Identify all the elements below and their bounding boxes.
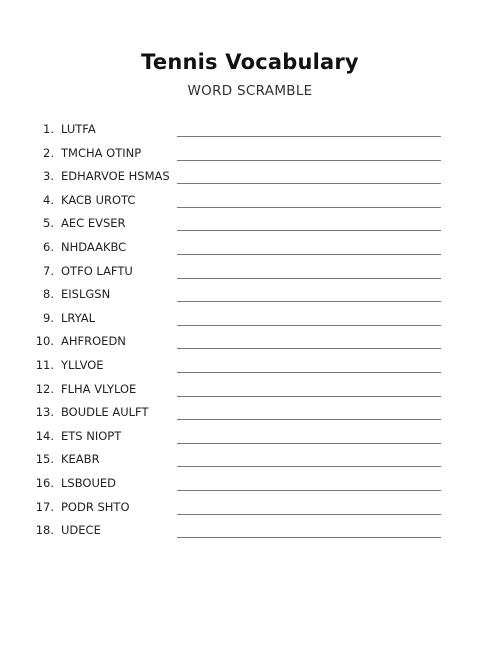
answer-line [177, 301, 441, 302]
answer-line [177, 372, 441, 373]
list-item [0, 259, 500, 283]
list-item [0, 117, 500, 141]
scrambled-word: YLLVOE [61, 357, 104, 372]
scrambled-word: ETS NIOPT [61, 428, 122, 443]
answer-line [177, 136, 441, 137]
item-number: 12. [35, 381, 54, 396]
item-number: 6. [43, 239, 54, 254]
scrambled-word: AEC EVSER [61, 216, 126, 231]
list-item [0, 353, 500, 377]
answer-line [177, 514, 441, 515]
scrambled-word: KACB UROTC [61, 192, 136, 207]
item-number: 8. [43, 287, 54, 302]
item-number: 17. [35, 499, 54, 514]
list-item [0, 518, 500, 542]
scrambled-word: LUTFA [61, 122, 96, 136]
item-number: 2. [43, 145, 54, 160]
list-item [0, 377, 500, 401]
answer-line [177, 254, 441, 255]
item-number: 18. [35, 523, 54, 538]
list-item [0, 211, 500, 235]
list-item [0, 306, 500, 330]
scrambled-word: AHFROEDN [61, 334, 126, 349]
scrambled-word: PODR SHTO [61, 499, 130, 514]
item-number: 7. [43, 263, 54, 278]
answer-line [177, 183, 441, 184]
answer-line [177, 325, 441, 326]
item-number: 13. [35, 405, 54, 420]
scramble-list [0, 117, 500, 542]
answer-line [177, 466, 441, 467]
item-number: 5. [43, 216, 54, 231]
answer-line [177, 396, 441, 397]
item-number: 3. [43, 169, 54, 184]
scrambled-word: TMCHA OTINP [61, 145, 142, 160]
list-item [0, 424, 500, 448]
answer-line [177, 160, 441, 161]
scrambled-word: KEABR [61, 452, 100, 467]
scrambled-word: FLHA VLYLOE [61, 381, 137, 396]
answer-line [177, 419, 441, 420]
answer-line [177, 278, 441, 279]
scrambled-word: BOUDLE AULFT [61, 405, 149, 420]
list-item [0, 188, 500, 212]
item-number: 4. [43, 192, 54, 207]
list-item [0, 282, 500, 306]
list-item [0, 329, 500, 353]
answer-line [177, 537, 441, 538]
list-item [0, 471, 500, 495]
answer-line [177, 230, 441, 231]
scrambled-word: LRYAL [61, 310, 96, 325]
item-number: 16. [35, 475, 54, 490]
item-number: 9. [43, 310, 54, 325]
scrambled-word: UDECE [61, 523, 101, 538]
item-number: 11. [35, 357, 54, 372]
list-item [0, 400, 500, 424]
answer-line [177, 490, 441, 491]
scrambled-word: NHDAAKBC [61, 239, 127, 254]
list-item [0, 447, 500, 471]
item-number: 1. [43, 122, 54, 136]
page-subtitle: WORD SCRAMBLE [187, 83, 313, 99]
scrambled-word: EISLGSN [61, 287, 111, 302]
list-item [0, 164, 500, 188]
list-item [0, 235, 500, 259]
answer-line [177, 348, 441, 349]
item-number: 14. [35, 428, 54, 443]
scrambled-word: EDHARVOE HSMAS [61, 169, 170, 184]
list-item [0, 141, 500, 165]
item-number: 15. [35, 452, 54, 467]
list-item [0, 495, 500, 519]
scrambled-word: LSBOUED [61, 475, 116, 490]
page-title: Tennis Vocabulary [141, 50, 359, 74]
answer-line [177, 207, 441, 208]
scrambled-word: OTFO LAFTU [61, 263, 133, 278]
item-number: 10. [35, 334, 54, 349]
answer-line [177, 443, 441, 444]
